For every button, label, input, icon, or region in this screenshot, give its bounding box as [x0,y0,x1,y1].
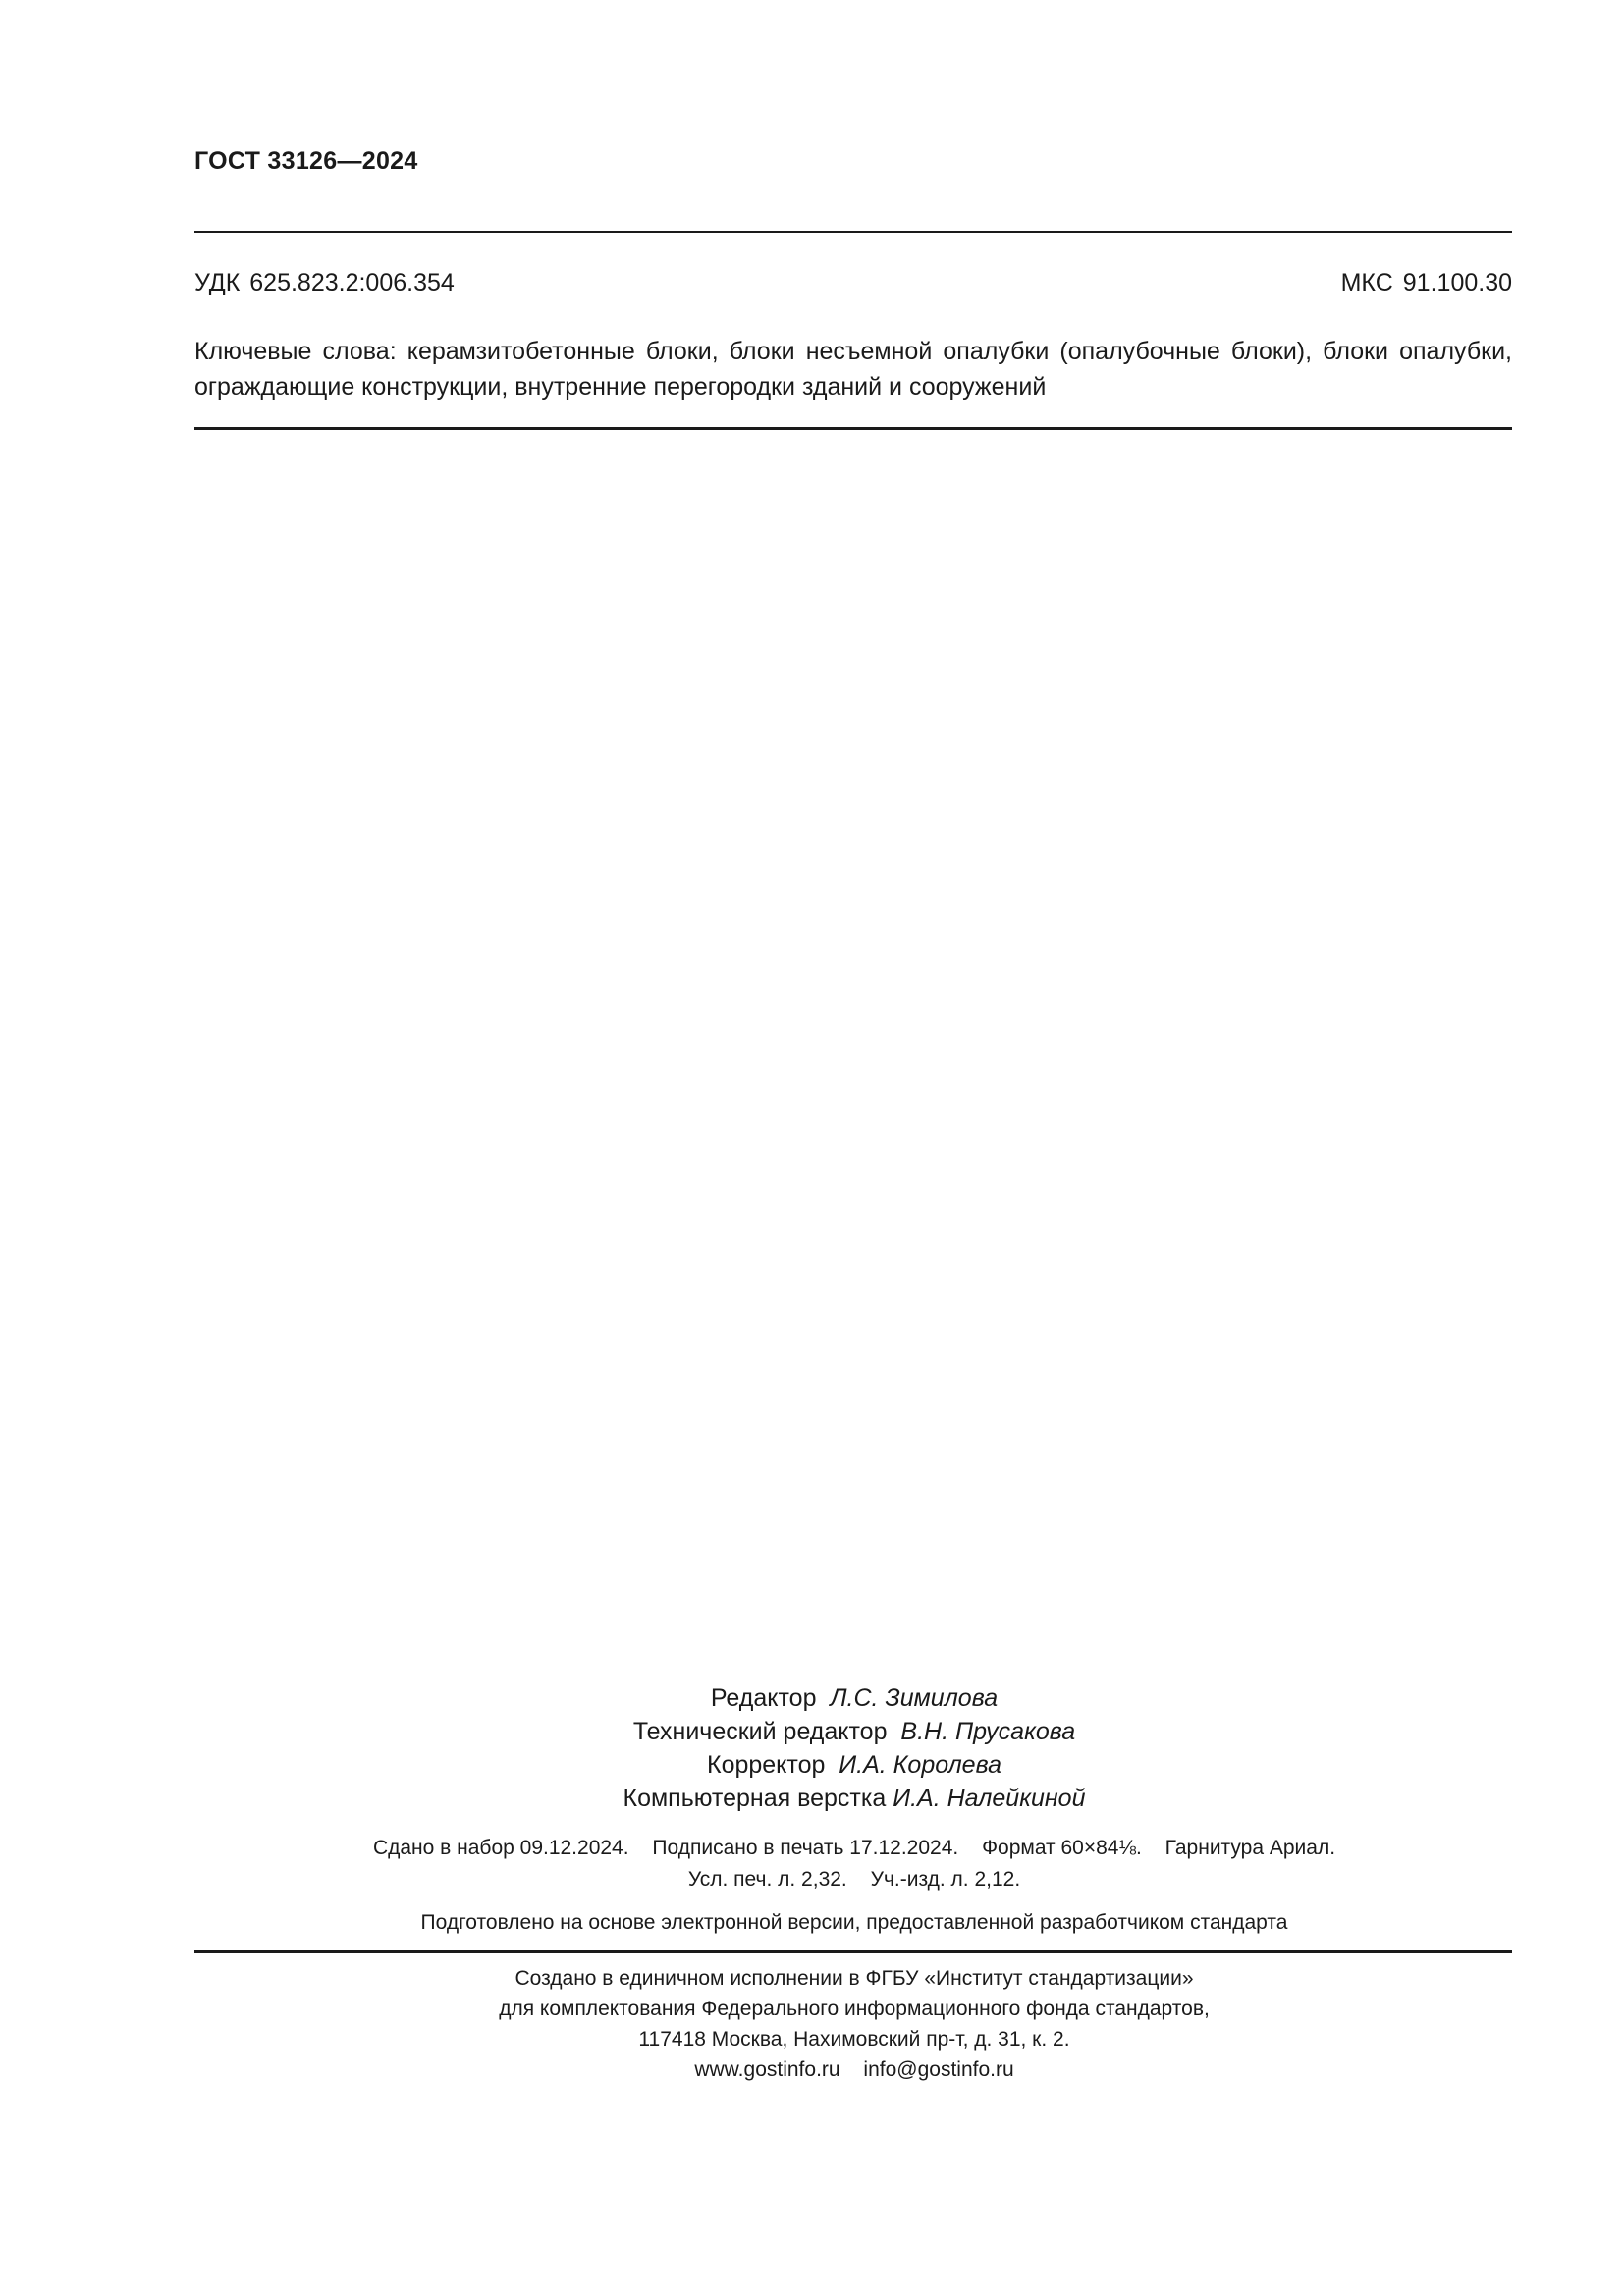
credit-name: Л.С. Зимилова [830,1684,999,1712]
publisher-website: www.gostinfo.ru [694,2058,840,2081]
publisher-contacts [0,2055,1624,2085]
imprint-submitted: Сдано в набор 09.12.2024. [372,1837,629,1859]
credit-name: И.А. Налейкиной [893,1785,1086,1812]
imprint-typeface: Гарнитура Ариал. [1164,1837,1336,1859]
credit-editor [0,1682,1624,1715]
credit-name: И.А. Королева [839,1751,1001,1779]
credit-role: Корректор [707,1751,826,1779]
credit-role: Редактор [710,1684,817,1712]
prepared-note: Подготовлено на основе электронной версии, предоставленной разработчиком стандарта [420,1911,1288,1934]
publisher-block [0,1963,1624,2085]
mks-value: 91.100.30 [1402,269,1512,296]
publisher-email: info@gostinfo.ru [863,2058,1014,2081]
keywords-paragraph: Ключевые слова: керамзитобетонные блоки, блоки несъемной опалубки (опалубочные блоки), блоки опалубки, ограждающие конструкции, внутренние перегородки зданий и сооружений [194,338,1512,400]
credit-proofreader [0,1748,1624,1782]
credit-role: Технический редактор [632,1718,888,1745]
udk-value: 625.823.2:006.354 [249,269,455,296]
imprint-line-1 [0,1833,1624,1864]
bottom-divider [194,1950,1512,1953]
top-divider [194,231,1512,233]
keywords-divider [194,427,1512,430]
credit-role: Компьютерная верстка [623,1785,887,1812]
mks-label: МКС [1340,269,1393,296]
publisher-line-2: для комплектования Федерального информационного фонда стандартов, [499,1998,1210,2020]
credit-name: В.Н. Прусакова [900,1718,1076,1745]
publisher-line-1: Создано в единичном исполнении в ФГБУ «Институт стандартизации» [514,1967,1194,1990]
imprint-edition-sheets: Уч.-изд. л. 2,12. [870,1868,1021,1891]
imprint-line-2 [0,1864,1624,1896]
imprint-signed: Подписано в печать 17.12.2024. [652,1837,959,1859]
imprint-block [0,1833,1624,1896]
document-code: ГОСТ 33126—2024 [194,147,418,175]
imprint-print-sheets: Усл. печ. л. 2,32. [687,1868,847,1891]
imprint-format: Формат 60×84⅛. [982,1837,1142,1859]
credit-technical-editor [0,1715,1624,1748]
publisher-address: 117418 Москва, Нахимовский пр-т, д. 31, к. 2. [638,2028,1070,2051]
credit-layout [0,1782,1624,1815]
mks-classification [1341,269,1512,297]
udk-label: УДК [194,269,241,296]
udk-classification [194,269,455,297]
credits-block [0,1682,1624,1815]
